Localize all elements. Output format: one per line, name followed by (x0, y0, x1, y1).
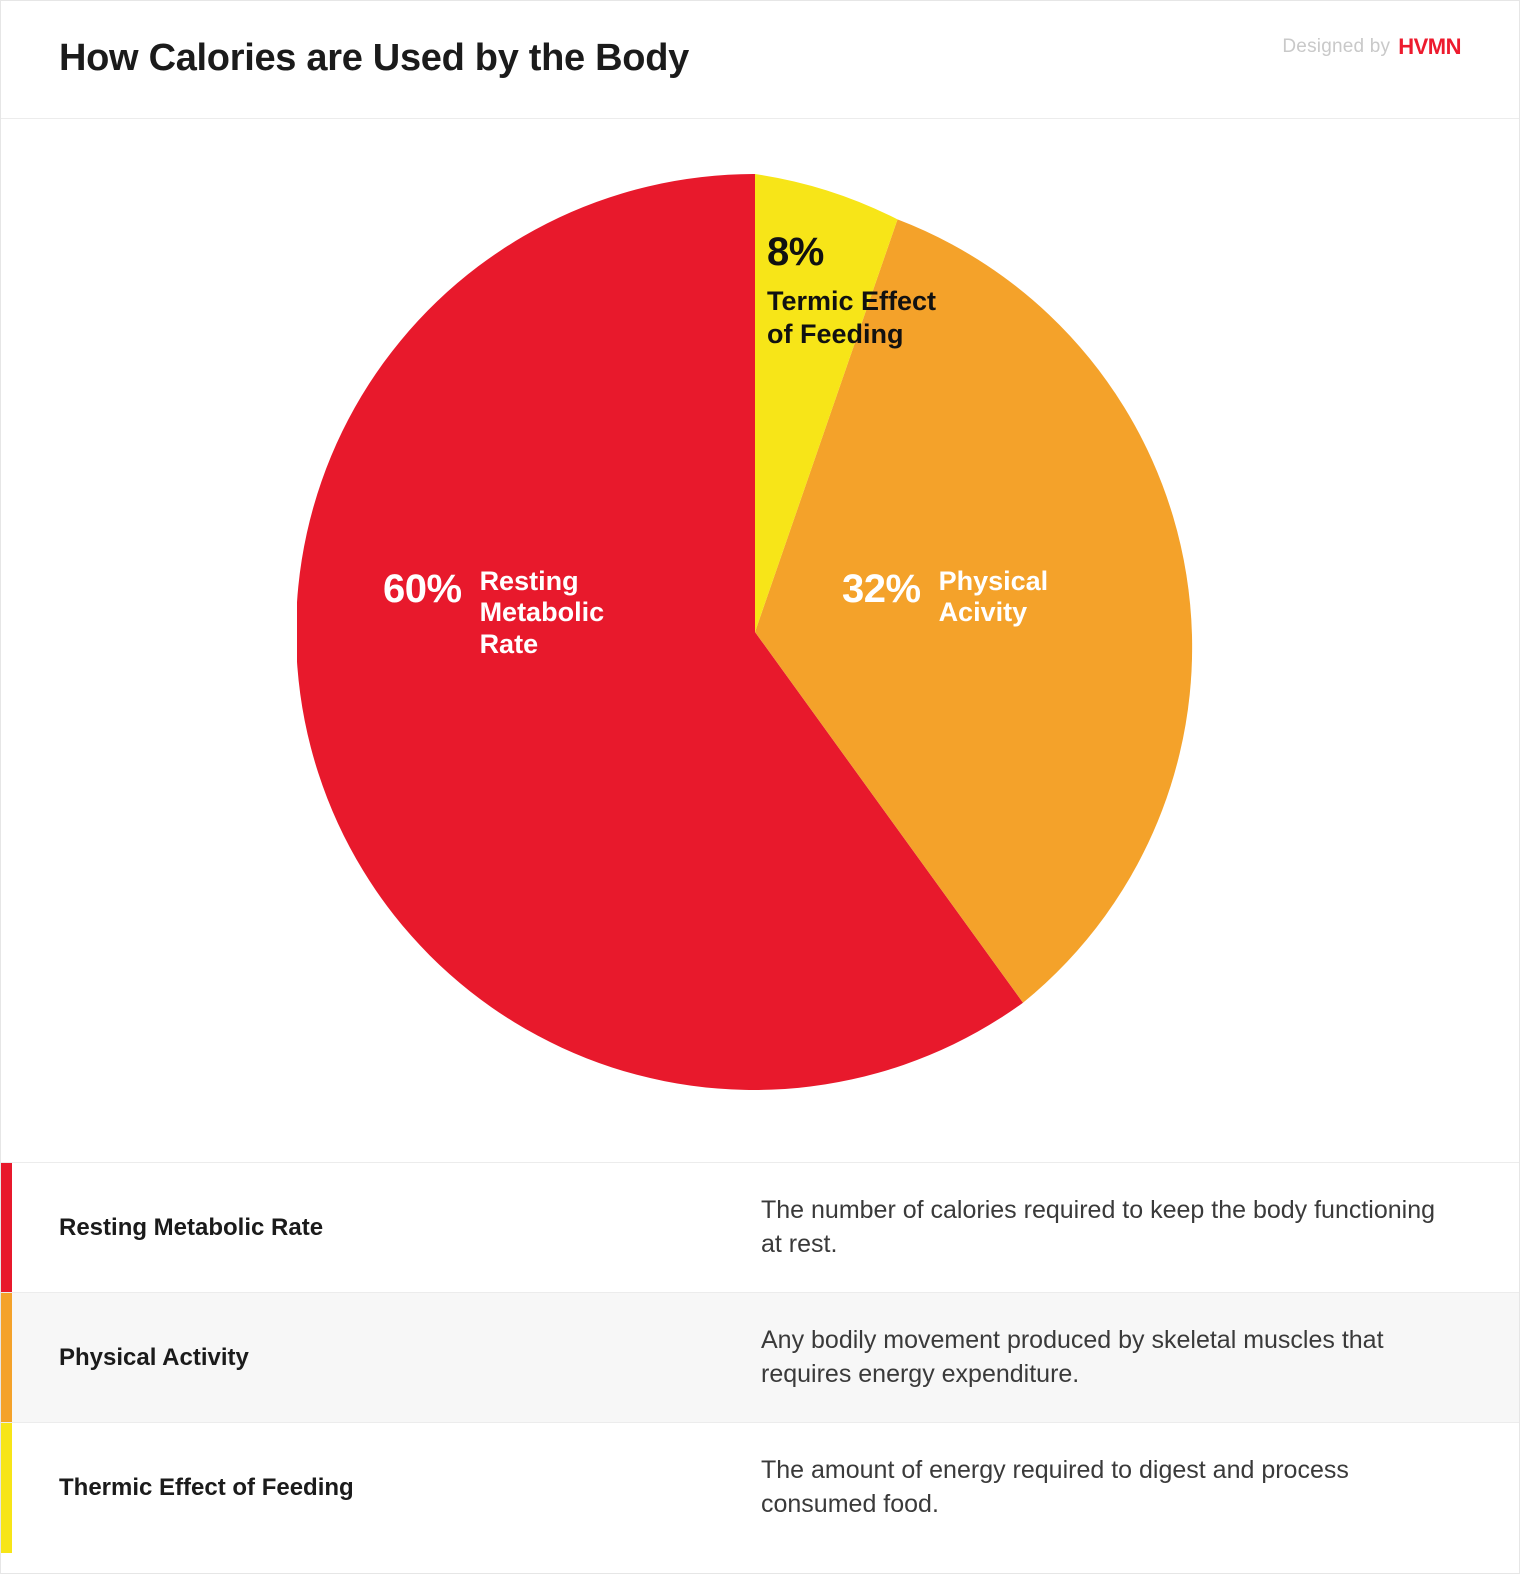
legend-item-name: Thermic Effect of Feeding (59, 1474, 354, 1501)
pie-label-name: Resting Metabolic Rate (479, 566, 605, 659)
legend-row (1, 1163, 1519, 1293)
pie-chart-area (1, 119, 1519, 1163)
legend-row (1, 1293, 1519, 1423)
legend-item-description: The number of calories required to keep the body functioning at rest. (761, 1195, 1436, 1258)
pie-label-name: Termic Effect of Feeding (767, 286, 937, 350)
pie-label-value: 8% (767, 230, 824, 274)
legend-table (1, 1163, 1519, 1553)
pie-label-physical-activity (842, 566, 1109, 629)
pie-label-name: Physical Acivity (938, 566, 1049, 628)
credit-prefix: Designed by (1282, 36, 1391, 57)
pie-chart (297, 174, 1213, 1090)
legend-item-name: Resting Metabolic Rate (59, 1213, 324, 1241)
legend-color-swatch (1, 1423, 12, 1553)
legend-item-name: Physical Activity (59, 1343, 249, 1371)
legend-color-swatch (1, 1163, 12, 1292)
header (1, 1, 1519, 119)
pie-label-resting-metabolic-rate (383, 566, 670, 660)
designed-by-credit (1282, 34, 1461, 60)
page-title: How Calories are Used by the Body (59, 37, 689, 79)
legend-row (1, 1423, 1519, 1553)
pie-label-value: 32% (842, 567, 921, 611)
legend-item-description: Any bodily movement produced by skeletal muscles that requires energy expenditure. (761, 1325, 1384, 1388)
legend-item-description: The amount of energy required to digest and process consumed food. (761, 1456, 1349, 1518)
pie-label-thermic-effect-of-feeding (767, 229, 937, 351)
hvmn-logo: HVMN (1398, 34, 1461, 59)
legend-color-swatch (1, 1293, 12, 1422)
pie-label-value: 60% (383, 567, 462, 611)
